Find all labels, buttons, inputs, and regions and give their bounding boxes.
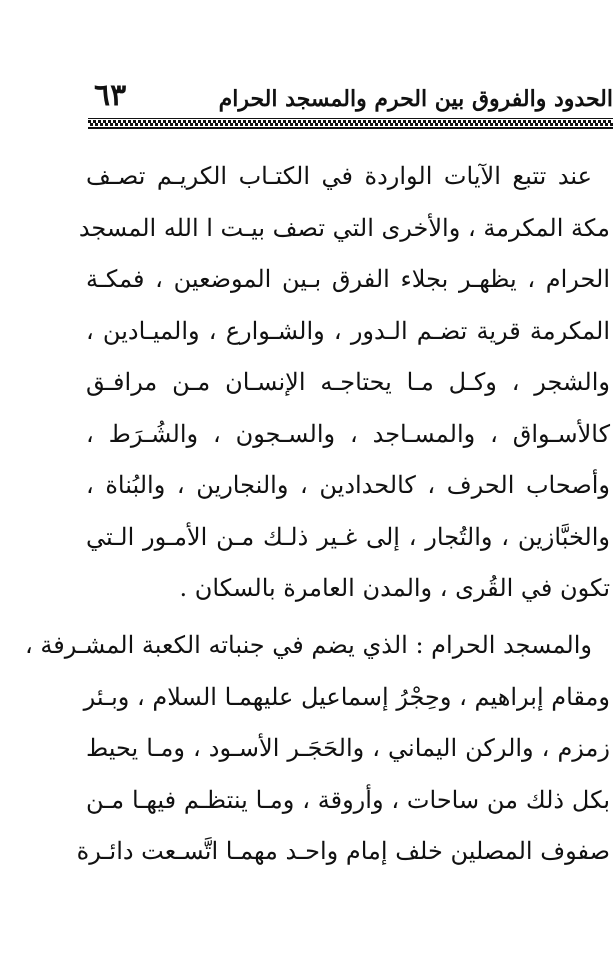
body-text-line: عند تتبع الآيات الواردة في الكتـاب الكريـم تصـف xyxy=(86,162,592,190)
header-ornamental-rule xyxy=(88,118,613,130)
body-text-line: بكل ذلك من ساحات ، وأروقة ، ومـا ينتظـم فيهـا مـن xyxy=(86,785,610,814)
body-text-line: والشجر ، وكـل مـا يحتاجـه الإنسـان مـن مرافـق xyxy=(86,368,610,396)
page-header xyxy=(88,76,613,124)
body-text-line: المكرمة قرية تضـم الـدور ، والشـوارع ، والميـادين ، xyxy=(86,316,610,345)
body-text-line: تكون في القُرى ، والمدن العامرة بالسكان . xyxy=(179,574,610,602)
body-text-line: وأصحاب الحرف ، كالحدادين ، والنجارين ، والبُناة ، xyxy=(86,471,610,499)
body-text-line: والخبَّازين ، والتُجار ، إلى غـير ذلـك مـن الأمـور الـتي xyxy=(86,522,610,551)
body-text-line: الحرام ، يظهـر بجلاء الفرق بـين الموضعين ، فمكـة xyxy=(86,265,610,293)
body-text-line: والمسجد الحرام : الذي يضم في جنباته الكعبة المشـرفة ، xyxy=(25,631,592,659)
body-paragraph-makkah xyxy=(78,151,610,615)
body-text-line: كالأسـواق ، والمسـاجد ، والسـجون ، والشُـرَط ، xyxy=(86,419,610,448)
body-text-line: مكة المكرمة ، والأخرى التي تصف بيـت ا الله المسجد xyxy=(78,213,610,242)
page-number: ٦٣ xyxy=(94,78,127,113)
running-title: الحدود والفروق بين الحرم والمسجد الحرام xyxy=(218,86,613,112)
body-paragraph-masjid-al-haram xyxy=(25,620,610,878)
body-text-line: زمزم ، والركن اليماني ، والحَجَـر الأسـود ، ومـا يحيط xyxy=(86,734,610,762)
body-text-line: صفوف المصلين خلف إمام واحـد مهمـا اتَّسـعت دائـرة xyxy=(76,837,610,865)
body-text-line: ومقام إبراهيم ، وحِجْرُ إسماعيل عليهمـا السلام ، وبـئر xyxy=(83,682,610,711)
